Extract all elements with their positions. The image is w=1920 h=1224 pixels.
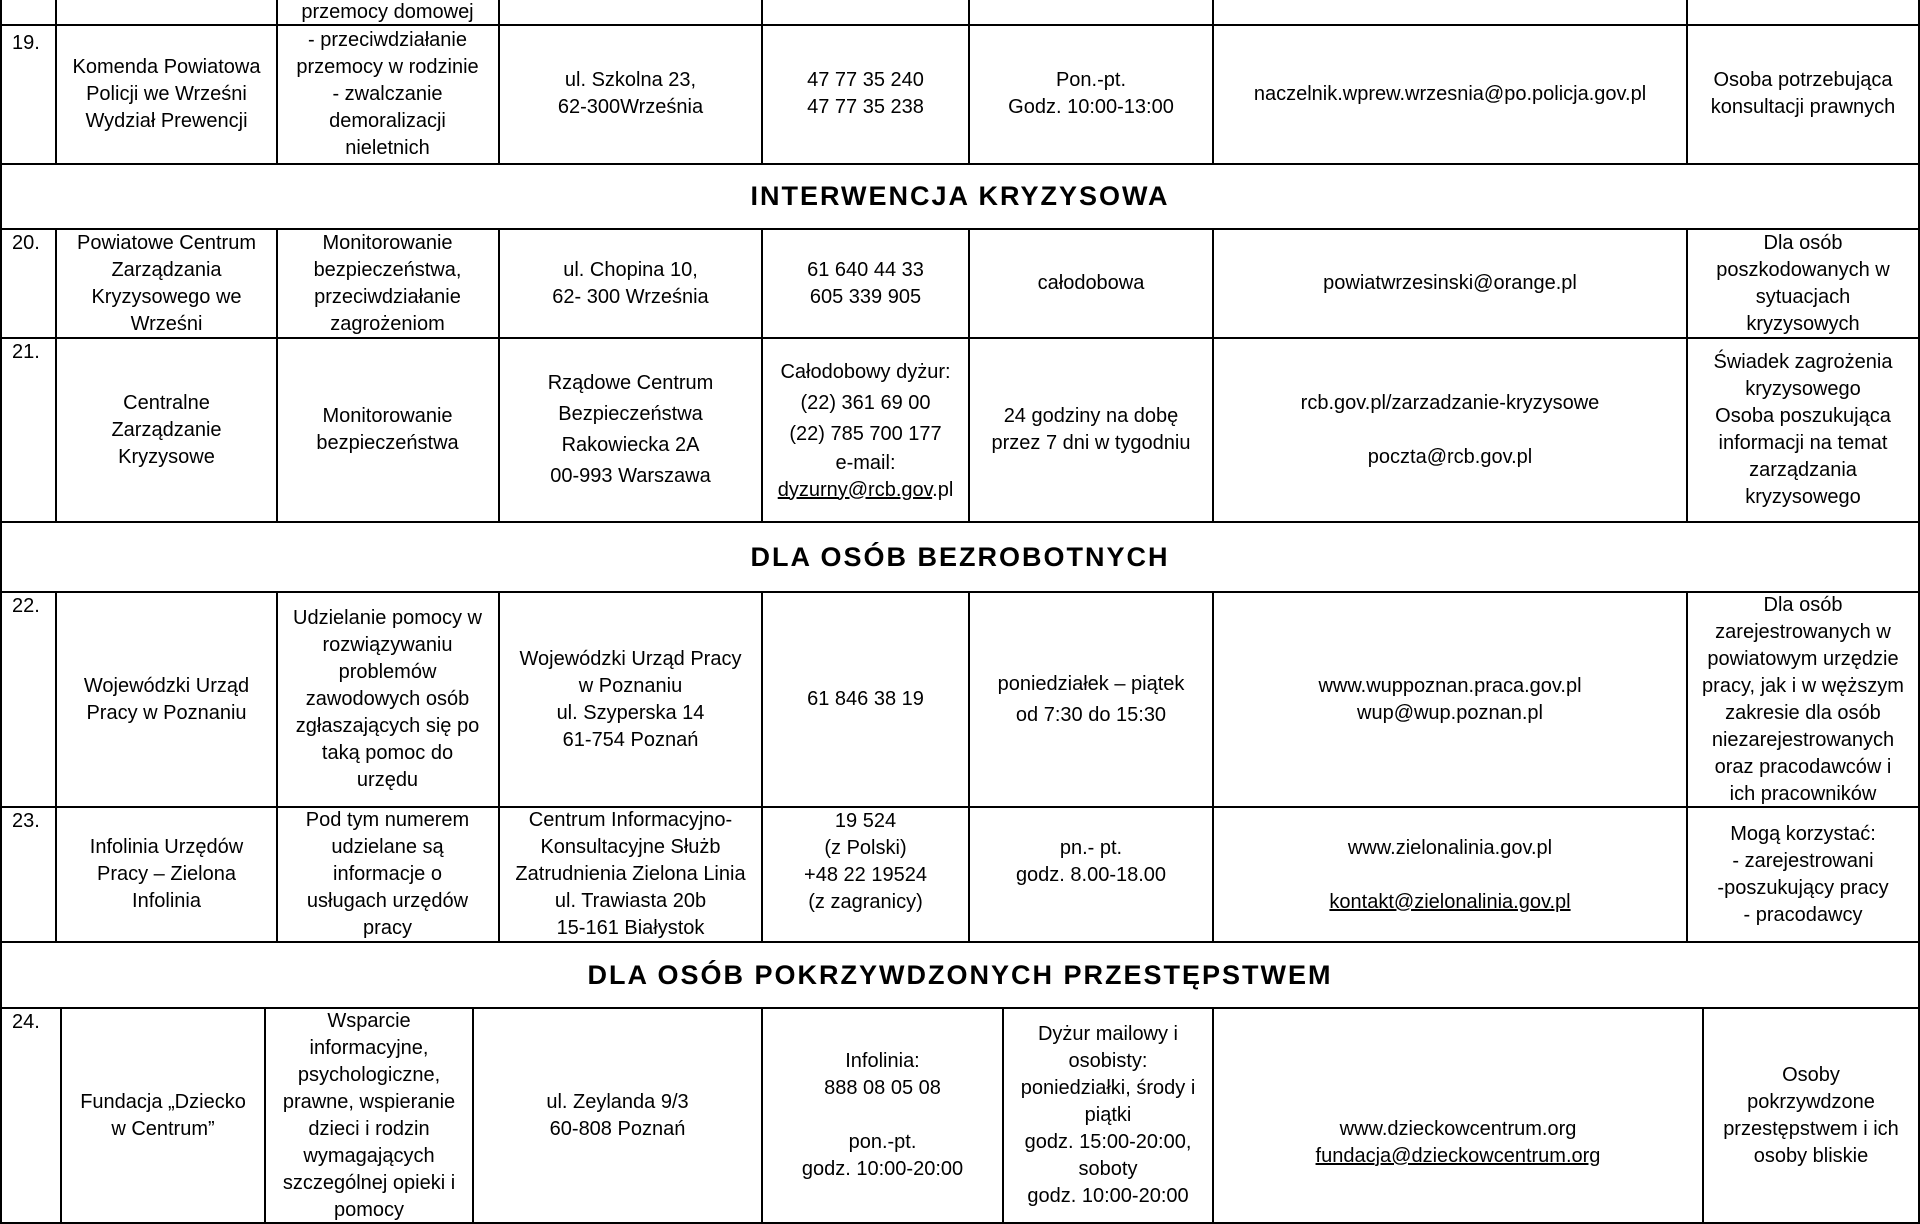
text-line: -poszukujący pracy (1717, 877, 1889, 899)
text-line: Całodobowy dyżur: (780, 360, 951, 383)
text-line: osoby bliskie (1753, 1144, 1869, 1167)
target-cell (1688, 808, 1918, 941)
text-line: Wsparcie (327, 1009, 411, 1032)
target-cell (1704, 1009, 1918, 1222)
text-line: 24 godziny na dobę (1003, 405, 1179, 427)
text-line: poniedziałek – piątek (997, 672, 1185, 695)
text-line: pn.- pt. (1059, 837, 1123, 859)
text-line: ul. Trawiasta 20b (554, 890, 707, 912)
text-line: przeciwdziałanie (314, 285, 461, 308)
phone-cell (763, 25, 968, 163)
text-line: Pracy – Zielona (97, 863, 236, 885)
text-line: Osoba potrzebująca (1713, 69, 1893, 91)
text-line: Dyżur mailowy i (1037, 1023, 1179, 1045)
text-line: godz. 10:00-20:00 (1027, 1185, 1189, 1207)
target-cell (1688, 339, 1918, 521)
phone-cell (763, 593, 968, 806)
top-row-desc: przemocy domowej (301, 1, 474, 23)
row-number: 24. (12, 1011, 40, 1033)
text-line: nieletnich (345, 136, 430, 159)
hours-cell (970, 230, 1212, 337)
text-line: pracy, jak i w węższym (1702, 674, 1904, 697)
section-heading: DLA OSÓB POKRZYWDZONYCH PRZESTĘPSTWEM (587, 959, 1333, 990)
org-name-cell (57, 230, 276, 337)
text-line: Powiatowe Centrum (77, 231, 256, 254)
address-cell (500, 808, 761, 941)
email-text[interactable]: powiatwrzesinski@orange.pl (1323, 272, 1577, 294)
text-line: oraz pracodawców i (1714, 755, 1892, 778)
text-line: Monitorowanie (322, 231, 453, 254)
text-line: Centrum Informacyjno- (528, 809, 733, 831)
phone-cell (763, 339, 968, 521)
text-line: Konsultacyjne Służb (540, 836, 721, 858)
text-line: zarejestrowanych w (1715, 620, 1891, 643)
text-line: Osoby (1782, 1063, 1840, 1086)
text-line: Wrześni (130, 312, 203, 335)
section-heading: INTERWENCJA KRYZYSOWA (750, 181, 1170, 211)
spacer (1329, 862, 1570, 889)
target-cell (1688, 230, 1918, 337)
text-line: poniedziałki, środy i (1020, 1077, 1196, 1099)
address-cell (474, 1009, 761, 1222)
phone-cell (763, 808, 968, 941)
text-line: ul. Chopina 10, (563, 258, 698, 281)
address-cell (500, 339, 761, 521)
text-line: Rakowiecka 2A (561, 434, 700, 456)
text-line: 60-808 Poznań (549, 1117, 686, 1140)
email-link[interactable]: kontakt@zielonalinia.gov.pl (1329, 891, 1571, 913)
text-line: udzielane są (331, 836, 444, 858)
contact-cell (1214, 1009, 1702, 1222)
text-line: 62- 300 Września (552, 285, 709, 308)
text-line: Bezpieczeństwa (558, 403, 703, 425)
text-line: zakresie dla osób (1725, 701, 1881, 724)
text-line: 19 524 (834, 810, 897, 832)
text-line: Monitorowanie (322, 405, 453, 427)
contact-cell (1214, 593, 1686, 806)
text-line: - zarejestrowani (1732, 850, 1874, 872)
top-row-desc-cell (277, 0, 498, 25)
text-line: prawne, wspieranie (282, 1090, 456, 1113)
website-text[interactable]: www.wuppoznan.praca.gov.pl (1318, 674, 1582, 697)
text-line: godz. 15:00-20:00, (1024, 1131, 1192, 1153)
text-line: - zwalczanie (332, 82, 443, 105)
email-link[interactable]: dyzurny@rcb.gov (777, 478, 933, 501)
text-line: zarządzania (1749, 459, 1857, 481)
text-line: osobisty: (1068, 1050, 1148, 1072)
text-line: (22) 785 700 177 (789, 422, 942, 445)
text-line: e-mail: (835, 451, 896, 474)
spacer (1301, 417, 1600, 444)
desc-cell (266, 1009, 472, 1222)
section-heading: DLA OSÓB BEZROBOTNYCH (750, 541, 1170, 572)
email-tail: .pl (932, 478, 954, 501)
text-line: 888 08 05 08 (824, 1077, 941, 1099)
text-line: piątki (1084, 1104, 1132, 1126)
text-line: urzędu (356, 769, 419, 791)
text-line: ul. Zeylanda 9/3 (546, 1090, 689, 1113)
desc-cell (277, 593, 498, 806)
text-line: Wojewódzki Urząd (83, 674, 250, 697)
text-line: ul. Szyperska 14 (556, 701, 705, 724)
contact-cell (1214, 339, 1686, 521)
text-line: Infolinia Urzędów (89, 836, 244, 858)
text-line: Zatrudnienia Zielona Linia (515, 863, 746, 885)
text-line: w Poznaniu (578, 674, 683, 697)
text-line: całodobowa (1037, 272, 1145, 294)
desc-cell (277, 25, 498, 163)
text-line: usługach urzędów (306, 890, 469, 912)
text-line: Rządowe Centrum (547, 372, 714, 394)
text-line: pomocy (333, 1198, 404, 1221)
org-name-cell (57, 593, 276, 806)
contact-cell (1214, 808, 1686, 941)
hours-cell (970, 593, 1212, 806)
text-line: Osoba poszukująca (1715, 405, 1891, 427)
text-line: poszkodowanych w (1716, 258, 1890, 281)
hours-cell (970, 339, 1212, 521)
org-name-cell (57, 339, 276, 521)
text-line: - przeciwdziałanie (308, 28, 467, 51)
text-line: szczególnej opieki i (282, 1171, 456, 1194)
text-line: Zarządzanie (111, 418, 222, 441)
text-line: Kryzysowe (118, 445, 215, 468)
text-line: Infolinia: (845, 1050, 920, 1072)
text-line: 47 77 35 240 (807, 69, 924, 91)
text-line: wymagających (303, 1144, 435, 1167)
text-line: pracy (363, 917, 412, 939)
text-line: Komenda Powiatowa (72, 55, 261, 78)
text-line: - pracodawcy (1743, 904, 1863, 926)
text-line: (z Polski) (824, 837, 907, 859)
text-line: pon.-pt. (848, 1131, 917, 1153)
text-line: informacji na temat (1718, 432, 1888, 454)
text-line: demoralizacji (329, 109, 446, 132)
text-line: dzieci i rodzin (308, 1117, 430, 1140)
contact-cell (1214, 230, 1686, 337)
text-line: Pod tym numerem (305, 809, 470, 831)
text-line: przestępstwem i ich (1723, 1117, 1899, 1140)
text-line: Pon.-pt. (1055, 69, 1127, 91)
org-name-cell (57, 25, 276, 163)
text-line: Zarządzania (111, 258, 222, 281)
row-number: 22. (12, 595, 40, 617)
text-line: godz. 10:00-20:00 (801, 1158, 964, 1180)
website-text[interactable]: www.zielonalinia.gov.pl (1347, 837, 1553, 859)
text-line: psychologiczne, (297, 1063, 441, 1086)
text-line: bezpieczeństwa (316, 432, 459, 454)
text-line: Dla osób (1763, 593, 1843, 616)
hours-cell (970, 808, 1212, 941)
email-line (778, 477, 954, 504)
hours-cell (970, 25, 1212, 163)
text-line: zawodowych osób (305, 688, 470, 710)
text-line: Policji we Wrześni (86, 82, 247, 105)
text-line: bezpieczeństwa, (313, 258, 462, 281)
text-line: 15-161 Białystok (556, 917, 705, 939)
text-line: przemocy w rodzinie (296, 55, 479, 78)
website-text[interactable]: rcb.gov.pl/zarzadzanie-kryzysowe (1300, 391, 1600, 414)
text-line: Świadek zagrożenia (1713, 351, 1893, 373)
text-line: Wojewódzki Urząd Pracy (519, 647, 742, 670)
text-line: 47 77 35 238 (807, 96, 924, 118)
text-line: soboty (1078, 1158, 1138, 1180)
text-line: Godz. 10:00-13:00 (1008, 96, 1174, 118)
text-line: 62-300Września (557, 96, 704, 118)
text-line: Pracy w Poznaniu (86, 701, 247, 724)
text-line: od 7:30 do 15:30 (1015, 703, 1167, 726)
text-line: 00-993 Warszawa (550, 465, 711, 487)
text-line: Centralne (123, 391, 210, 414)
address-cell (500, 25, 761, 163)
text-line: przez 7 dni w tygodniu (991, 432, 1191, 454)
text-line: zagrożeniom (330, 312, 445, 335)
text-line: powiatowym urzędzie (1707, 647, 1899, 670)
phone-cell (763, 1009, 1002, 1222)
email-text[interactable]: wup@wup.poznan.pl (1357, 701, 1543, 724)
text-line: 61 846 38 19 (807, 688, 924, 710)
contact-cell (1214, 25, 1686, 163)
text-line: godz. 8.00-18.00 (1015, 864, 1167, 886)
text-line: pokrzywdzone (1747, 1090, 1875, 1113)
text-line: (22) 361 69 00 (800, 391, 931, 414)
row-number: 23. (12, 810, 40, 832)
text-line: konsultacji prawnych (1710, 96, 1896, 118)
text-line: Kryzysowego we (91, 285, 242, 308)
text-line: kryzysowego (1745, 378, 1861, 400)
text-line: ul. Szkolna 23, (564, 69, 697, 91)
email-text[interactable]: poczta@rcb.gov.pl (1367, 445, 1533, 468)
text-line: zgłaszających się po (295, 715, 480, 737)
org-name-cell (62, 1009, 264, 1222)
target-cell (1688, 25, 1918, 163)
email-link[interactable]: fundacja@dzieckowcentrum.org (1315, 1145, 1601, 1167)
text-line: Dla osób (1763, 231, 1843, 254)
target-cell (1688, 593, 1918, 806)
website-text[interactable]: www.dzieckowcentrum.org (1339, 1118, 1577, 1140)
text-line: kryzysowych (1746, 312, 1860, 335)
text-line: Fundacja „Dziecko (80, 1090, 246, 1113)
spacer (802, 1102, 963, 1129)
text-line: problemów (338, 661, 437, 683)
desc-cell (277, 339, 498, 521)
text-line: informacyjne, (309, 1036, 429, 1059)
text-line: Udzielanie pomocy w (293, 607, 482, 629)
text-line: w Centrum” (111, 1117, 215, 1140)
text-line: +48 22 19524 (804, 864, 927, 886)
desc-cell (277, 230, 498, 337)
desc-cell (277, 808, 498, 941)
address-cell (500, 230, 761, 337)
text-line: taką pomoc do (321, 742, 454, 764)
text-line: 61-754 Poznań (562, 728, 699, 751)
email-text[interactable]: naczelnik.wprew.wrzesnia@po.policja.gov.pl (1253, 82, 1647, 105)
org-name-cell (57, 808, 276, 941)
text-line: (z zagranicy) (808, 891, 923, 913)
text-line: 605 339 905 (809, 285, 922, 308)
row-number: 20. (12, 232, 40, 254)
text-line: ich pracowników (1729, 782, 1877, 805)
address-cell (500, 593, 761, 806)
text-line: rozwiązywaniu (322, 634, 453, 656)
text-line: Mogą korzystać: (1730, 823, 1876, 845)
text-line: 61 640 44 33 (807, 258, 924, 281)
text-line: Infolinia (132, 890, 201, 912)
row-number: 21. (12, 341, 40, 363)
phone-cell (763, 230, 968, 337)
hours-cell (1004, 1009, 1212, 1222)
text-line: kryzysowego (1745, 486, 1861, 508)
row-number: 19. (12, 32, 40, 54)
text-line: Wydział Prewencji (85, 109, 248, 132)
text-line: sytuacjach (1755, 285, 1851, 308)
text-line: informacje o (333, 863, 442, 885)
text-line: niezarejestrowanych (1711, 728, 1895, 751)
